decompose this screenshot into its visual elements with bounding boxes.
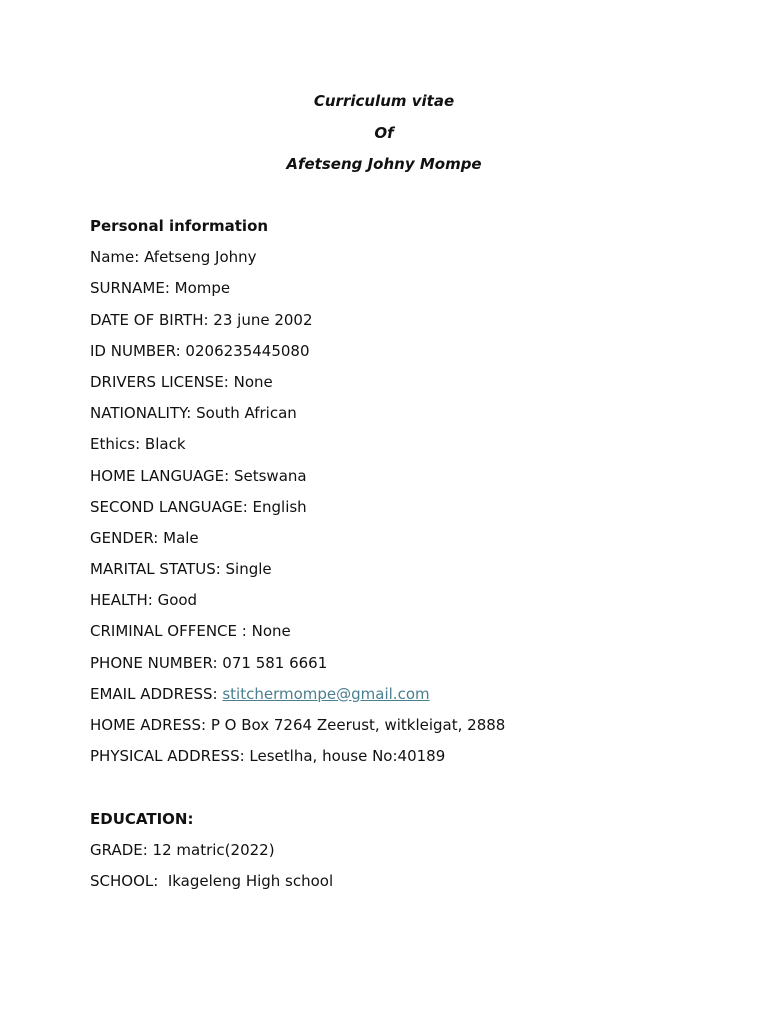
email-line <box>90 684 710 715</box>
physical-address-line: PHYSICAL ADDRESS: Lesetlha, house No:40189 <box>90 747 446 766</box>
drivers-license-line: DRIVERS LICENSE: None <box>90 372 273 391</box>
title-block <box>0 91 768 186</box>
ethics-line: Ethics: Black <box>90 435 186 454</box>
school-line: SCHOOL: Ikageleng High school <box>90 871 334 890</box>
education-heading: EDUCATION: <box>90 809 194 828</box>
home-language-line: HOME LANGUAGE: Setswana <box>90 466 307 485</box>
personal-info-heading: Personal information <box>90 217 269 235</box>
marital-status-line: MARITAL STATUS: Single <box>90 560 272 579</box>
email-label: EMAIL ADDRESS: <box>90 684 223 703</box>
gender-line: GENDER: Male <box>90 528 199 547</box>
title-cv: Curriculum vitae <box>313 92 455 110</box>
title-of: Of <box>374 123 394 142</box>
nationality-line: NATIONALITY: South African <box>90 404 297 423</box>
phone-line: PHONE NUMBER: 071 581 6661 <box>90 653 328 672</box>
grade-line: GRADE: 12 matric(2022) <box>90 840 275 859</box>
name-line: Name: Afetseng Johny <box>90 248 257 267</box>
section-spacer <box>90 777 710 808</box>
surname-line: SURNAME: Mompe <box>90 279 231 298</box>
health-line: HEALTH: Good <box>90 591 198 610</box>
dob-line: DATE OF BIRTH: 23 june 2002 <box>90 310 313 329</box>
second-language-line: SECOND LANGUAGE: English <box>90 497 307 516</box>
id-number-line: ID NUMBER: 0206235445080 <box>90 341 310 360</box>
cv-content <box>90 216 710 902</box>
email-link[interactable]: stitchermompe@gmail.com <box>222 684 430 703</box>
criminal-offence-line: CRIMINAL OFFENCE : None <box>90 622 291 641</box>
home-address-line: HOME ADRESS: P O Box 7264 Zeerust, witkleigat, 2888 <box>90 716 506 734</box>
title-name: Afetseng Johny Mompe <box>286 155 482 173</box>
